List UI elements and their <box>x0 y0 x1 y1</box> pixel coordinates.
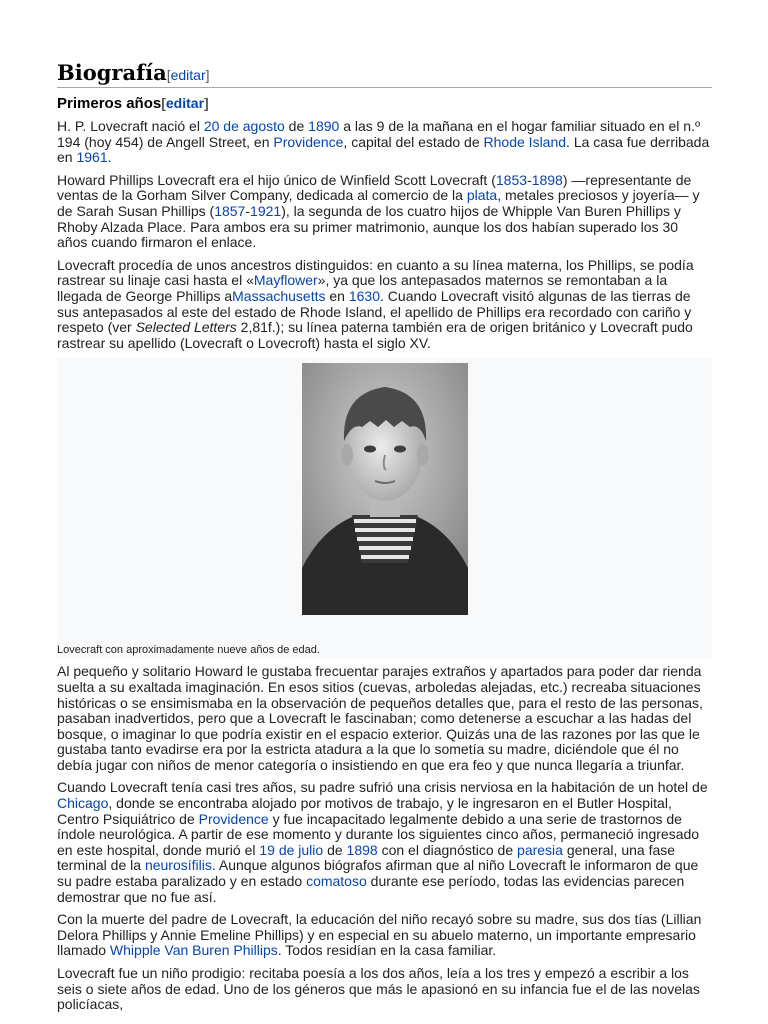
link-19-de-julio[interactable]: 19 de julio <box>259 841 324 858</box>
article-body <box>57 60 712 1020</box>
edit-section-link[interactable]: editar <box>170 67 206 83</box>
edit-subsection-link-wrap: [editar] <box>161 95 209 111</box>
edit-section-link-wrap: [editar] <box>166 67 210 83</box>
link-paresia[interactable]: paresia <box>517 841 563 858</box>
link-comatoso[interactable]: comatoso <box>306 873 367 890</box>
link-plata[interactable]: plata <box>466 187 498 204</box>
subheading-title: Primeros años <box>57 95 162 112</box>
link-rhode-island[interactable]: Rhode Island <box>483 133 567 150</box>
portrait-figure <box>57 358 712 659</box>
link-1857[interactable]: 1857 <box>214 202 246 219</box>
link-1890[interactable]: 1890 <box>308 118 340 134</box>
portrait-caption: Lovecraft con aproximadamente nueve años de edad. <box>57 644 320 657</box>
portrait-photo[interactable] <box>302 363 468 615</box>
section-heading-biografia <box>57 60 712 88</box>
link-1961[interactable]: 1961 <box>76 149 108 166</box>
paragraph-childhood: Al pequeño y solitario Howard le gustaba frecuentar parajes extraños y apartados para poder dar rienda suelta a su exaltada imaginación. En esos sitios (cuevas, arboledas alejadas, etc.) recreaba situaciones históricas o se ensimismaba en la observación de pequeños detalles que, para el resto de las personas, pasaban inadvertidos, pero que a Lovecraft le fascinaban; como detenerse a escuchar a las hadas del bosque, o imaginar lo que podría existir en el espacio exterior. Quizás una de las razones por las que le gustaba tanto evadirse era por la estricta atadura a la que lo sometía su madre, diciéndole que él no debía jugar con niños de menor categoría o insistiendo en que era feo y que nunca llegaría a triunfar. <box>57 663 703 773</box>
paragraph-prodigy: Lovecraft fue un niño prodigio: recitaba poesía a los dos años, leía a los tres y empezó a escribir a los seis o siete años de edad. Uno de los géneros que más le apasionó en su infancia fue el de las novelas policíacas, <box>57 965 700 1013</box>
paragraph-birth: H. P. Lovecraft nació el 20 de agosto de 1890 a las 9 de la mañana en el hogar familiar situado en el n.º 194 (hoy 454) de Angell Street, en Providence, capital del estado de Rhode Island. La casa fue derribada en 1961. <box>57 118 710 166</box>
link-1630[interactable]: 1630 <box>348 287 381 304</box>
link-1921[interactable]: 1921 <box>250 202 282 219</box>
link-massachusetts[interactable]: Massachusetts <box>232 287 326 304</box>
link-1853[interactable]: 1853 <box>495 171 528 188</box>
link-1898[interactable]: 1898 <box>531 171 563 188</box>
paragraph-ancestry: Lovecraft procedía de unos ancestros distinguidos: en cuanto a su línea materna, los Phillips, se podía rastrear su linaje casi hasta el «Mayflower», ya que los antepasados maternos se remontaban a la llegada de George Phillips aMassachusetts en 1630. Cuando Lovecraft visitó algunas de las tierras de sus antepasados al este del estado de Rhode Island, el apellido de Phillips era recordado con cariño y respeto (ver Selected Letters 2,81f.); su línea paterna también era de origen británico y Lovecraft pudo rastrear su apellido (Lovecraft o Lovecroft) hasta el siglo XV. <box>57 256 694 351</box>
link-chicago[interactable]: Chicago <box>57 795 109 812</box>
work-title-selected-letters: Selected Letters <box>135 319 237 336</box>
link-providence-2[interactable]: Providence <box>198 810 269 827</box>
heading-title: Biografía <box>57 60 167 85</box>
edit-subsection-link[interactable]: editar <box>165 95 205 111</box>
subsection-heading-primeros-anos <box>57 92 712 115</box>
paragraph-upbringing: Con la muerte del padre de Lovecraft, la educación del niño recayó sobre su madre, sus dos tías (Lillian Delora Phillips y Annie Emeline Phillips) y en especial en su abuelo materno, un importante empresario llamado Whipple Van Buren Phillips. Todos residían en la casa familiar. <box>57 911 702 959</box>
paragraph-father: Cuando Lovecraft tenía casi tres años, su padre sufrió una crisis nerviosa en la habitación de un hotel de Chicago, donde se encontraba alojado por motivos de trabajo, y le ingresaron en el Butler Hospital, Centro Psiquiátrico de Providence y fue incapacitado legalmente debido a una serie de trastornos de índole neurológica. A partir de ese momento y durante los siguientes cinco años, permaneció ingresado en este hospital, donde murió el 19 de julio de 1898 con el diagnóstico de paresia general, una fase terminal de la neurosífilis. Aunque algunos biógrafos afirman que al niño Lovecraft le informaron de que su padre estaba paralizado y en estado comatoso durante ese período, todas las evidencias parecen demostrar que no fue así. <box>57 779 708 905</box>
link-whipple-van-buren-phillips[interactable]: Whipple Van Buren Phillips <box>109 942 278 959</box>
link-providence[interactable]: Providence <box>273 133 344 150</box>
link-neurosifilis[interactable]: neurosífilis <box>144 857 212 874</box>
link-mayflower[interactable]: Mayflower <box>253 272 318 289</box>
link-1898-b[interactable]: 1898 <box>346 841 378 858</box>
link-20-de-agosto[interactable]: 20 de agosto <box>203 118 285 134</box>
paragraph-parents: Howard Phillips Lovecraft era el hijo único de Winfield Scott Lovecraft (1853-1898) —representante de ventas de la Gorham Silver Company, dedicada al comercio de la plata, metales preciosos y joyería— y de Sarah Susan Phillips (1857-1921), la segunda de los cuatro hijos de Whipple Van Buren Phillips y Rhoby Alzada Place. Para ambos era su primer matrimonio, aunque los dos habían superado los 30 años cuando firmaron el enlace. <box>57 171 700 251</box>
